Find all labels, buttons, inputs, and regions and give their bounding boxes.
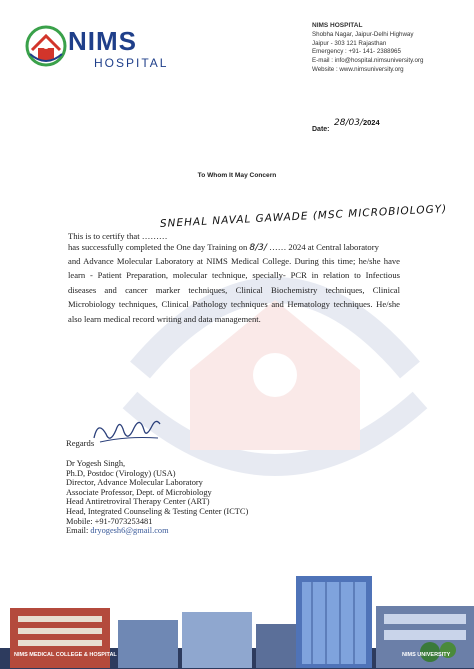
address-line: Shobha Nagar, Jaipur-Delhi Highway <box>312 30 414 38</box>
signatory-details <box>66 459 248 536</box>
signatory-title: Director, Advance Molecular Laboratory <box>66 478 203 488</box>
signatory-name: Dr Yogesh Singh, <box>66 459 126 468</box>
logo-emblem-icon <box>24 24 68 68</box>
certify-prefix: This is to certify that ……… <box>68 231 168 241</box>
address-website: Website : www.nimsuniversity.org <box>312 65 404 73</box>
address-email: E-mail : info@hospital.nimsuniversity.org <box>312 57 424 65</box>
address-hospital-name: NIMS HOSPITAL <box>312 22 363 29</box>
signatory-title: Head Antiretroviral Therapy Center (ART) <box>66 497 210 507</box>
training-date-handwritten: 8/3/ <box>249 243 267 253</box>
training-prefix: has successfully completed the One day Training on <box>68 242 248 252</box>
signatory-mobile: Mobile: +91-7073253481 <box>66 516 153 526</box>
certificate-paragraph: and Advance Molecular Laboratory at NIMS Medical College. During this time; he/she have learn - Patient Preparation, molecular technique, specially- PCR in relation to Infectious diseases and cancer marker techniques, Clinical Biochemistry techniques, Clinical Microbiology techniques, Clinical Pathology techniques and Hematology techniques. He/she also learn medical record writing and data management. <box>68 256 400 324</box>
email-link[interactable]: dryogesh6@gmail.com <box>90 526 169 536</box>
date-year: 2024 <box>362 118 380 127</box>
signatory-title: Head, Integrated Counseling & Testing Center (ICTC) <box>66 506 249 516</box>
logo-name: NIMS <box>68 26 137 56</box>
date-label: Date: <box>312 126 330 133</box>
student-name-handwritten: SNEHAL NAVAL GAWADE (MSC MICROBIOLOGY) <box>159 202 448 230</box>
date-value <box>334 118 380 128</box>
address-line: Jaipur - 303 121 Rajasthan <box>312 39 387 47</box>
hospital-logo <box>24 24 174 72</box>
logo-subtitle: HOSPITAL <box>94 56 169 70</box>
certify-line <box>68 231 168 241</box>
email-label: Email: <box>66 526 89 536</box>
college-label: NIMS MEDICAL COLLEGE & HOSPITAL <box>14 652 117 658</box>
signature-icon <box>86 408 166 452</box>
date-handwritten: 28/03/ <box>334 118 363 128</box>
signatory-degree: Ph.D, Postdoc (Virology) (USA) <box>66 468 176 478</box>
training-line <box>68 242 379 253</box>
regards-text: Regards <box>66 438 95 448</box>
signatory-title: Associate Professor, Dept. of Microbiology <box>66 487 212 497</box>
signatory-email-line <box>66 526 248 536</box>
hospital-address <box>312 22 423 75</box>
letter-heading: To Whom It May Concern <box>197 172 277 179</box>
address-emergency: Emergency : +91- 141- 2388965 <box>312 48 401 56</box>
training-suffix: …… 2024 at Central laboratory <box>269 242 379 252</box>
university-label: NIMS UNIVERSITY <box>402 652 451 658</box>
